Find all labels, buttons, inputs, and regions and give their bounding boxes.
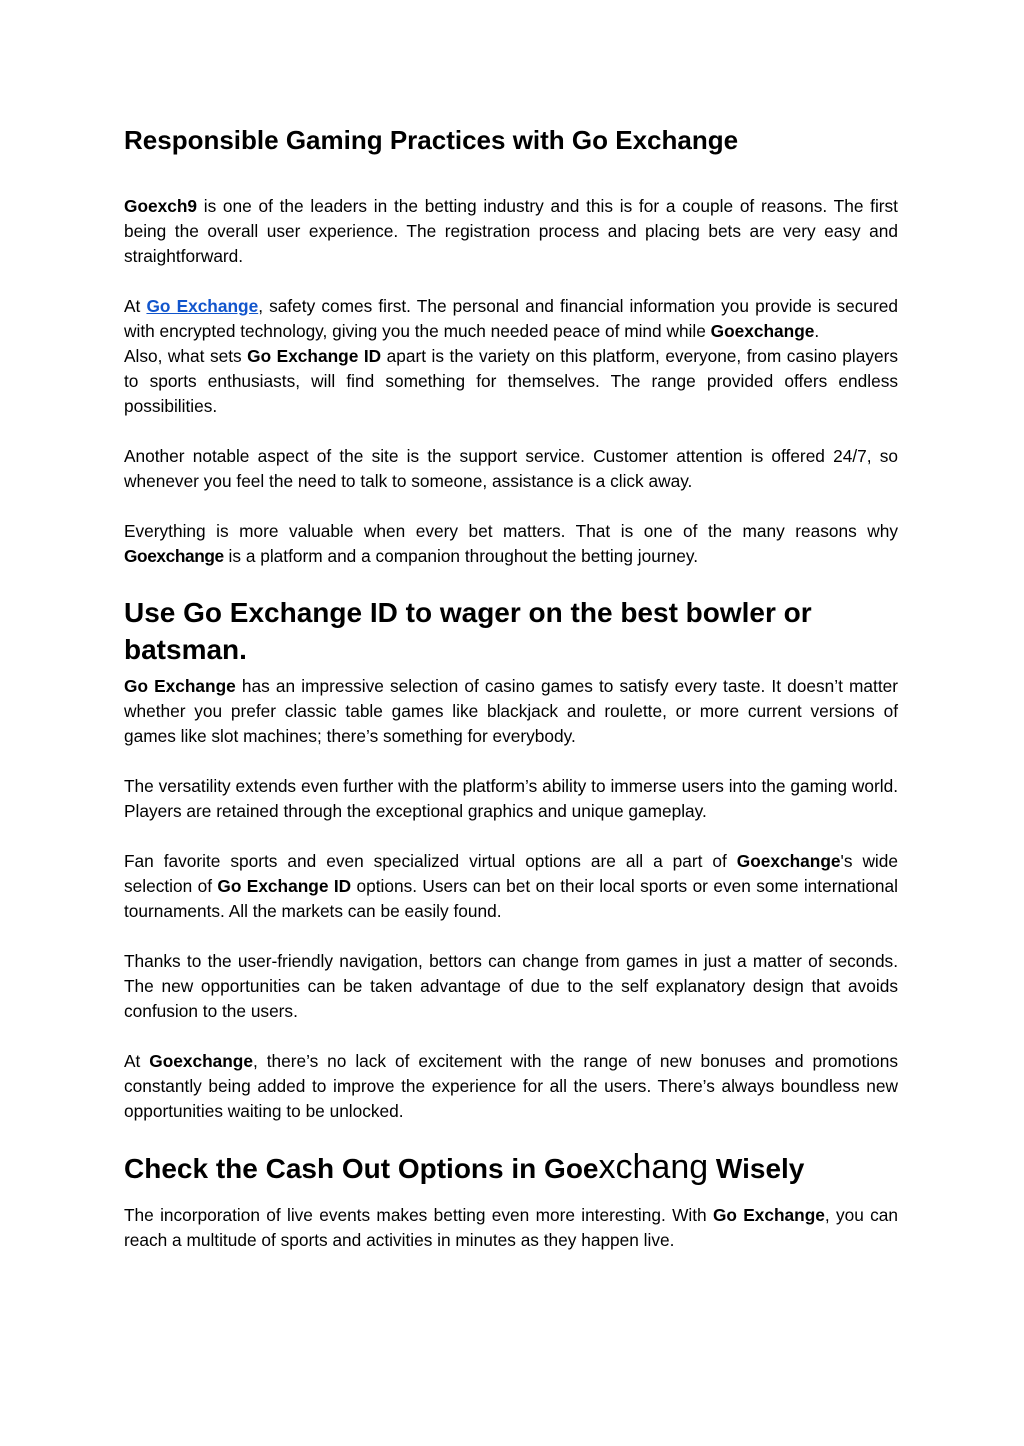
bold-go-exchange-id: Go Exchange ID [247,346,382,366]
heading-part-large: xchang [598,1148,709,1186]
text: The incorporation of live events makes betting even more interesting. With [124,1205,713,1225]
bold-go-exchange-id: Go Exchange ID [217,876,352,896]
paragraph-casino [124,674,898,749]
text: options. Users can bet on their local sports or even some international tournaments. All the markets can be easily found. [124,876,898,921]
document-page [124,120,898,1278]
paragraph-live-events [124,1203,898,1253]
bold-go-exchange: Go Exchange [124,676,236,696]
text: At [124,296,147,316]
bold-goexchange: Goexchange [124,546,224,566]
text: Another notable aspect of the site is the support service. Customer attention is offered 24/7, so whenever you feel the need to talk to someone, assistance is a click away. [124,446,898,491]
paragraph-intro [124,194,898,269]
section-heading-wager: Use Go Exchange ID to wager on the best bowler or batsman. [124,597,812,665]
go-exchange-link[interactable]: Go Exchange [146,296,259,316]
paragraph-sports [124,849,898,924]
paragraph-variety [124,344,898,419]
bold-goexchange: Goexchange [736,851,841,871]
heading-part: Check the Cash Out Options in Goe [124,1153,599,1184]
text: 's wide selection of [124,851,898,896]
text: , safety comes first. The personal and financial information you provide is secured with encrypted technology, giving you the much needed peace of mind while [124,296,898,341]
bold-goexchange: Goexchange [710,321,815,341]
heading-part: Wisely [708,1153,805,1184]
text: At [124,1051,150,1071]
text: Fan favorite sports and even specialized virtual options are all a part of [124,851,737,871]
page-title: Responsible Gaming Practices with Go Exchange [124,125,739,155]
text: has an impressive selection of casino games to satisfy every taste. It doesn’t matter whether you prefer classic table games like blackjack and roulette, or more current versions of games like slot machines; there’s something for everybody. [124,676,898,746]
text: , you can reach a multitude of sports and activities in minutes as they happen live. [124,1205,898,1250]
bold-goexch9: Goexch9 [124,196,197,216]
text: is a platform and a companion throughout the betting journey. [223,546,698,566]
paragraph-support [124,444,898,494]
text: Everything is more valuable when every bet matters. That is one of the many reasons why [124,521,898,541]
text: . [814,321,820,341]
section-heading-cashout [124,1149,898,1187]
text: apart is the variety on this platform, everyone, from casino players to sports enthusiasts, will find something for themselves. The range provided offers endless possibilities. [124,346,898,416]
text: Thanks to the user-friendly navigation, bettors can change from games in just a matter of seconds. The new opportunities can be taken advantage of due to the self explanatory design that avoids confusion to the users. [124,951,898,1021]
paragraph-versatility [124,774,898,824]
text: The versatility extends even further with the platform’s ability to immerse users into the gaming world. Players are retained through the exceptional graphics and unique gameplay. [124,776,898,821]
text: is one of the leaders in the betting industry and this is for a couple of reasons. The first being the overall user experience. The registration process and placing bets are very easy and straightforward. [124,196,898,266]
paragraph-safety [124,294,898,344]
paragraph-navigation [124,949,898,1024]
text: Also, what sets [124,346,248,366]
bold-go-exchange: Go Exchange [712,1205,825,1225]
bold-goexchange: Goexchange [149,1051,253,1071]
paragraph-value [124,519,898,569]
text: , there’s no lack of excitement with the range of new bonuses and promotions constantly being added to improve the experience for all the users. There’s always boundless new opportunities waiting to be unlocked. [124,1051,898,1121]
paragraph-bonuses [124,1049,898,1124]
